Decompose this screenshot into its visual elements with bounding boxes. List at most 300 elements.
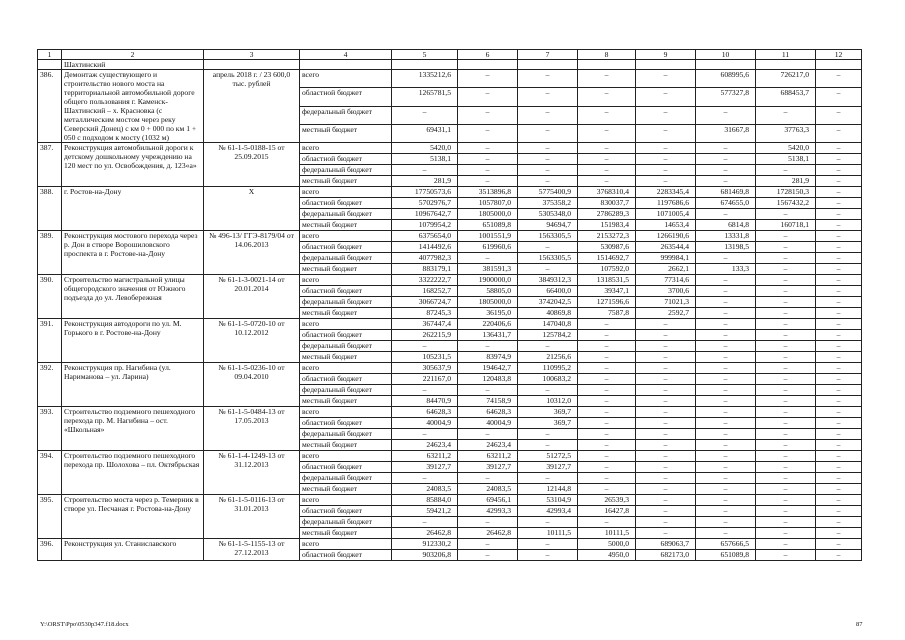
amount-cell: 305637,9: [392, 363, 458, 374]
funding-source-label: всего: [300, 451, 392, 462]
amount-cell: –: [458, 539, 518, 550]
project-name: Реконструкция мостового перехода через р. Дон в створе Ворошиловского проспекта в г. Ростове-на-Дону: [62, 231, 204, 275]
amount-cell: 1567432,2: [756, 198, 816, 209]
amount-cell: –: [816, 451, 862, 462]
funding-source-label: всего: [300, 407, 392, 418]
amount-cell: –: [636, 517, 696, 528]
amount-cell: 53104,9: [518, 495, 578, 506]
row-number: 391.: [38, 319, 62, 363]
amount-cell: –: [636, 106, 696, 124]
amount-cell: –: [518, 539, 578, 550]
amount-cell: –: [756, 517, 816, 528]
table-row: [38, 70, 862, 88]
table-row: [38, 143, 862, 154]
amount-cell: –: [816, 473, 862, 484]
amount-cell: –: [816, 539, 862, 550]
table-body: [38, 50, 862, 561]
amount-cell: 1079954,2: [392, 220, 458, 231]
row-number: 387.: [38, 143, 62, 187]
amount-cell: 107592,0: [578, 264, 636, 275]
amount-cell: 16427,8: [578, 506, 636, 517]
amount-cell: –: [756, 231, 816, 242]
amount-cell: –: [816, 106, 862, 124]
header-cell: 9: [636, 50, 696, 60]
amount-cell: –: [458, 154, 518, 165]
amount-cell: –: [756, 429, 816, 440]
row-number: 396.: [38, 539, 62, 561]
amount-cell: –: [756, 242, 816, 253]
amount-cell: –: [816, 231, 862, 242]
amount-cell: –: [816, 275, 862, 286]
amount-cell: –: [696, 341, 756, 352]
amount-cell: 13198,5: [696, 242, 756, 253]
amount-cell: –: [816, 124, 862, 142]
amount-cell: –: [696, 396, 756, 407]
amount-cell: 1001551,9: [458, 231, 518, 242]
project-name: Реконструкция автодороги по ул. М. Горького в г. Ростове-на-Дону: [62, 319, 204, 363]
amount-cell: –: [816, 341, 862, 352]
amount-cell: –: [756, 451, 816, 462]
amount-cell: 160718,1: [756, 220, 816, 231]
amount-cell: 40869,8: [518, 308, 578, 319]
amount-cell: 74158,9: [458, 396, 518, 407]
project-document: № 61-1-5-0116-13 от 31.01.2013: [204, 495, 300, 539]
amount-cell: –: [636, 506, 696, 517]
funding-source-label: всего: [300, 143, 392, 154]
row-number: 390.: [38, 275, 62, 319]
amount-cell: –: [458, 124, 518, 142]
amount-cell: 21256,6: [518, 352, 578, 363]
project-name: Строительство магистральной улицы общегородского значения от Южного подъезда до ул. Левобережная: [62, 275, 204, 319]
table-row: [38, 451, 862, 462]
table-row: [38, 275, 862, 286]
amount-cell: –: [696, 429, 756, 440]
amount-cell: 136431,7: [458, 330, 518, 341]
amount-cell: –: [458, 143, 518, 154]
funding-source-label: местный бюджет: [300, 352, 392, 363]
funding-source-label: местный бюджет: [300, 220, 392, 231]
funding-source-label: местный бюджет: [300, 528, 392, 539]
amount-cell: –: [578, 407, 636, 418]
amount-cell: –: [696, 462, 756, 473]
amount-cell: –: [816, 176, 862, 187]
project-name: Строительство моста через р. Темерник в створе ул. Песчаная г. Ростова-на-Дону: [62, 495, 204, 539]
amount-cell: –: [518, 143, 578, 154]
amount-cell: –: [696, 209, 756, 220]
funding-source-label: местный бюджет: [300, 124, 392, 142]
table-row: [38, 495, 862, 506]
header-cell: 5: [392, 50, 458, 60]
amount-cell: 40004,9: [392, 418, 458, 429]
amount-cell: –: [578, 385, 636, 396]
amount-cell: –: [696, 143, 756, 154]
amount-cell: –: [518, 341, 578, 352]
project-name: Демонтаж существующего и строительство нового моста на территориальной автомобильной дороге общего пользования г. Каменск-Шахтинский – х. Красновка (с металлическим мостом через реку Северский Донец) с км 0 + 000 по км 1 + 050 с подходом к мосту (1032 м): [62, 70, 204, 143]
amount-cell: 369,7: [518, 418, 578, 429]
amount-cell: –: [518, 264, 578, 275]
amount-cell: –: [816, 396, 862, 407]
amount-cell: 375358,2: [518, 198, 578, 209]
amount-cell: –: [636, 176, 696, 187]
amount-cell: 7587,8: [578, 308, 636, 319]
table-row: [38, 407, 862, 418]
amount-cell: –: [696, 176, 756, 187]
amount-cell: 83974,9: [458, 352, 518, 363]
amount-cell: –: [696, 506, 756, 517]
funding-source-label: местный бюджет: [300, 176, 392, 187]
amount-cell: –: [636, 473, 696, 484]
funding-source-label: областной бюджет: [300, 242, 392, 253]
amount-cell: 5420,0: [392, 143, 458, 154]
amount-cell: 40004,9: [458, 418, 518, 429]
amount-cell: 4950,0: [578, 550, 636, 561]
amount-cell: 5138,1: [392, 154, 458, 165]
funding-source-label: федеральный бюджет: [300, 473, 392, 484]
amount-cell: –: [756, 341, 816, 352]
amount-cell: 12144,8: [518, 484, 578, 495]
amount-cell: –: [636, 330, 696, 341]
amount-cell: 77314,6: [636, 275, 696, 286]
amount-cell: –: [636, 385, 696, 396]
amount-cell: 912330,2: [392, 539, 458, 550]
funding-source-label: всего: [300, 319, 392, 330]
amount-cell: –: [816, 550, 862, 561]
amount-cell: –: [816, 495, 862, 506]
section-row: [38, 60, 862, 70]
amount-cell: –: [578, 176, 636, 187]
amount-cell: 3322222,7: [392, 275, 458, 286]
amount-cell: –: [636, 484, 696, 495]
amount-cell: 59421,2: [392, 506, 458, 517]
amount-cell: 530987,6: [578, 242, 636, 253]
amount-cell: –: [756, 352, 816, 363]
amount-cell: –: [756, 473, 816, 484]
amount-cell: –: [816, 143, 862, 154]
amount-cell: 726217,0: [756, 70, 816, 88]
amount-cell: 105231,5: [392, 352, 458, 363]
header-cell: 12: [816, 50, 862, 60]
amount-cell: 58805,0: [458, 286, 518, 297]
amount-cell: 17750573,6: [392, 187, 458, 198]
amount-cell: –: [696, 407, 756, 418]
amount-cell: 903206,8: [392, 550, 458, 561]
amount-cell: –: [578, 363, 636, 374]
amount-cell: –: [636, 462, 696, 473]
amount-cell: –: [696, 106, 756, 124]
header-cell: 3: [204, 50, 300, 60]
amount-cell: 381591,3: [458, 264, 518, 275]
amount-cell: 64628,3: [458, 407, 518, 418]
table-row: [38, 363, 862, 374]
amount-cell: –: [578, 462, 636, 473]
header-row: [38, 50, 862, 60]
amount-cell: 1197686,6: [636, 198, 696, 209]
amount-cell: 2283345,4: [636, 187, 696, 198]
project-document: № 61-1-5-0188-15 от 25.09.2015: [204, 143, 300, 187]
amount-cell: –: [578, 484, 636, 495]
amount-cell: –: [816, 242, 862, 253]
amount-cell: 6814,8: [696, 220, 756, 231]
amount-cell: –: [816, 165, 862, 176]
funding-source-label: всего: [300, 187, 392, 198]
amount-cell: –: [816, 385, 862, 396]
amount-cell: 681469,8: [696, 187, 756, 198]
amount-cell: 37763,3: [756, 124, 816, 142]
amount-cell: –: [696, 253, 756, 264]
table-row: [38, 187, 862, 198]
amount-cell: –: [392, 165, 458, 176]
amount-cell: 1414492,6: [392, 242, 458, 253]
amount-cell: –: [756, 275, 816, 286]
amount-cell: –: [458, 473, 518, 484]
project-document: X: [204, 187, 300, 231]
amount-cell: –: [816, 70, 862, 88]
project-name: Строительство подземного пешеходного перехода пр. Шолохова – пл. Октябрьская: [62, 451, 204, 495]
amount-cell: 1271596,6: [578, 297, 636, 308]
header-cell: 6: [458, 50, 518, 60]
amount-cell: –: [696, 154, 756, 165]
amount-cell: –: [458, 429, 518, 440]
project-document: № 61-1-5-0236-10 от 09.04.2010: [204, 363, 300, 407]
amount-cell: 31667,8: [696, 124, 756, 142]
row-number: 392.: [38, 363, 62, 407]
amount-cell: –: [756, 253, 816, 264]
amount-cell: 87245,3: [392, 308, 458, 319]
amount-cell: –: [756, 418, 816, 429]
funding-source-label: областной бюджет: [300, 462, 392, 473]
amount-cell: –: [756, 506, 816, 517]
amount-cell: 262215,9: [392, 330, 458, 341]
amount-cell: 39347,1: [578, 286, 636, 297]
amount-cell: –: [816, 517, 862, 528]
amount-cell: 5775400,9: [518, 187, 578, 198]
funding-source-label: федеральный бюджет: [300, 165, 392, 176]
amount-cell: –: [518, 473, 578, 484]
amount-cell: –: [696, 473, 756, 484]
amount-cell: 3700,6: [636, 286, 696, 297]
amount-cell: –: [458, 165, 518, 176]
amount-cell: –: [578, 143, 636, 154]
amount-cell: 125784,2: [518, 330, 578, 341]
amount-cell: –: [756, 462, 816, 473]
header-cell: 1: [38, 50, 62, 60]
amount-cell: –: [816, 154, 862, 165]
amount-cell: –: [756, 385, 816, 396]
amount-cell: –: [696, 286, 756, 297]
amount-cell: –: [578, 418, 636, 429]
funding-source-label: федеральный бюджет: [300, 297, 392, 308]
amount-cell: –: [392, 106, 458, 124]
amount-cell: 42993,3: [458, 506, 518, 517]
budget-table-page: [37, 49, 861, 561]
amount-cell: –: [636, 440, 696, 451]
header-cell: 4: [300, 50, 392, 60]
amount-cell: –: [756, 396, 816, 407]
amount-cell: 1335212,6: [392, 70, 458, 88]
amount-cell: –: [816, 286, 862, 297]
amount-cell: –: [696, 275, 756, 286]
amount-cell: –: [696, 517, 756, 528]
amount-cell: 10111,5: [518, 528, 578, 539]
amount-cell: 1563305,5: [518, 253, 578, 264]
amount-cell: –: [458, 70, 518, 88]
amount-cell: 63211,2: [458, 451, 518, 462]
amount-cell: 281,9: [756, 176, 816, 187]
funding-source-label: всего: [300, 363, 392, 374]
amount-cell: 10967642,7: [392, 209, 458, 220]
amount-cell: 94694,7: [518, 220, 578, 231]
amount-cell: 133,3: [696, 264, 756, 275]
amount-cell: –: [578, 124, 636, 142]
amount-cell: –: [756, 319, 816, 330]
amount-cell: 6375654,0: [392, 231, 458, 242]
funding-source-label: областной бюджет: [300, 550, 392, 561]
amount-cell: 168252,7: [392, 286, 458, 297]
amount-cell: –: [696, 418, 756, 429]
project-document: апрель 2018 г. / 23 600,0 тыс. рублей: [204, 70, 300, 143]
amount-cell: 608995,6: [696, 70, 756, 88]
amount-cell: –: [636, 124, 696, 142]
amount-cell: –: [458, 517, 518, 528]
amount-cell: 85884,0: [392, 495, 458, 506]
amount-cell: 1057807,0: [458, 198, 518, 209]
amount-cell: –: [578, 70, 636, 88]
funding-source-label: областной бюджет: [300, 286, 392, 297]
amount-cell: –: [518, 550, 578, 561]
amount-cell: –: [392, 385, 458, 396]
amount-cell: –: [636, 363, 696, 374]
amount-cell: –: [636, 341, 696, 352]
amount-cell: –: [636, 374, 696, 385]
amount-cell: 51272,5: [518, 451, 578, 462]
amount-cell: –: [458, 176, 518, 187]
amount-cell: 24623,4: [392, 440, 458, 451]
amount-cell: 682173,0: [636, 550, 696, 561]
amount-cell: –: [636, 154, 696, 165]
amount-cell: –: [756, 528, 816, 539]
amount-cell: 4077982,3: [392, 253, 458, 264]
amount-cell: 26462,8: [392, 528, 458, 539]
amount-cell: –: [756, 440, 816, 451]
amount-cell: 1900000,0: [458, 275, 518, 286]
row-number: 386.: [38, 70, 62, 143]
amount-cell: –: [696, 363, 756, 374]
funding-source-label: всего: [300, 495, 392, 506]
amount-cell: –: [458, 253, 518, 264]
amount-cell: 10312,0: [518, 396, 578, 407]
amount-cell: –: [578, 451, 636, 462]
amount-cell: 10111,5: [578, 528, 636, 539]
amount-cell: –: [636, 451, 696, 462]
amount-cell: 221167,0: [392, 374, 458, 385]
amount-cell: –: [518, 385, 578, 396]
amount-cell: –: [816, 319, 862, 330]
amount-cell: –: [578, 517, 636, 528]
amount-cell: –: [696, 484, 756, 495]
amount-cell: –: [458, 385, 518, 396]
amount-cell: 71021,3: [636, 297, 696, 308]
amount-cell: 69431,1: [392, 124, 458, 142]
row-number: 389.: [38, 231, 62, 275]
project-document: № 61-1-5-1155-13 от 27.12.2013: [204, 539, 300, 561]
funding-source-label: федеральный бюджет: [300, 341, 392, 352]
amount-cell: –: [578, 154, 636, 165]
amount-cell: 39127,7: [458, 462, 518, 473]
amount-cell: –: [578, 352, 636, 363]
amount-cell: –: [518, 440, 578, 451]
amount-cell: –: [636, 396, 696, 407]
amount-cell: 24083,5: [392, 484, 458, 495]
funding-source-label: всего: [300, 231, 392, 242]
amount-cell: –: [816, 308, 862, 319]
amount-cell: –: [518, 70, 578, 88]
amount-cell: 5000,0: [578, 539, 636, 550]
table-row: [38, 539, 862, 550]
amount-cell: –: [816, 462, 862, 473]
row-number: 388.: [38, 187, 62, 231]
amount-cell: 1514692,7: [578, 253, 636, 264]
amount-cell: –: [816, 88, 862, 106]
amount-cell: 2592,7: [636, 308, 696, 319]
amount-cell: –: [816, 429, 862, 440]
amount-cell: –: [696, 385, 756, 396]
amount-cell: –: [636, 495, 696, 506]
funding-source-label: местный бюджет: [300, 308, 392, 319]
row-number: 394.: [38, 451, 62, 495]
amount-cell: 2662,1: [636, 264, 696, 275]
amount-cell: –: [816, 407, 862, 418]
amount-cell: –: [756, 407, 816, 418]
amount-cell: –: [696, 495, 756, 506]
amount-cell: –: [458, 106, 518, 124]
amount-cell: –: [636, 352, 696, 363]
amount-cell: 147040,8: [518, 319, 578, 330]
amount-cell: –: [636, 407, 696, 418]
amount-cell: –: [578, 319, 636, 330]
funding-source-label: областной бюджет: [300, 330, 392, 341]
funding-source-label: федеральный бюджет: [300, 253, 392, 264]
amount-cell: –: [518, 242, 578, 253]
amount-cell: –: [518, 517, 578, 528]
funding-source-label: федеральный бюджет: [300, 106, 392, 124]
amount-cell: 651089,8: [458, 220, 518, 231]
funding-source-label: местный бюджет: [300, 440, 392, 451]
amount-cell: 689063,7: [636, 539, 696, 550]
amount-cell: –: [756, 165, 816, 176]
funding-source-label: всего: [300, 275, 392, 286]
amount-cell: –: [518, 88, 578, 106]
amount-cell: –: [518, 124, 578, 142]
amount-cell: 24623,4: [458, 440, 518, 451]
amount-cell: 151983,4: [578, 220, 636, 231]
funding-source-label: всего: [300, 539, 392, 550]
funding-source-label: федеральный бюджет: [300, 517, 392, 528]
amount-cell: 5420,0: [756, 143, 816, 154]
funding-source-label: областной бюджет: [300, 418, 392, 429]
amount-cell: 66400,0: [518, 286, 578, 297]
amount-cell: 5305348,0: [518, 209, 578, 220]
amount-cell: –: [636, 319, 696, 330]
amount-cell: –: [696, 528, 756, 539]
amount-cell: –: [816, 528, 862, 539]
amount-cell: –: [578, 330, 636, 341]
amount-cell: 14653,4: [636, 220, 696, 231]
amount-cell: 39127,7: [518, 462, 578, 473]
amount-cell: –: [578, 473, 636, 484]
project-name: Строительство подземного пешеходного перехода пр. М. Нагибина – ост. «Школьная»: [62, 407, 204, 451]
project-document: № 61-1-5-0484-13 от 17.05.2013: [204, 407, 300, 451]
amount-cell: –: [816, 330, 862, 341]
